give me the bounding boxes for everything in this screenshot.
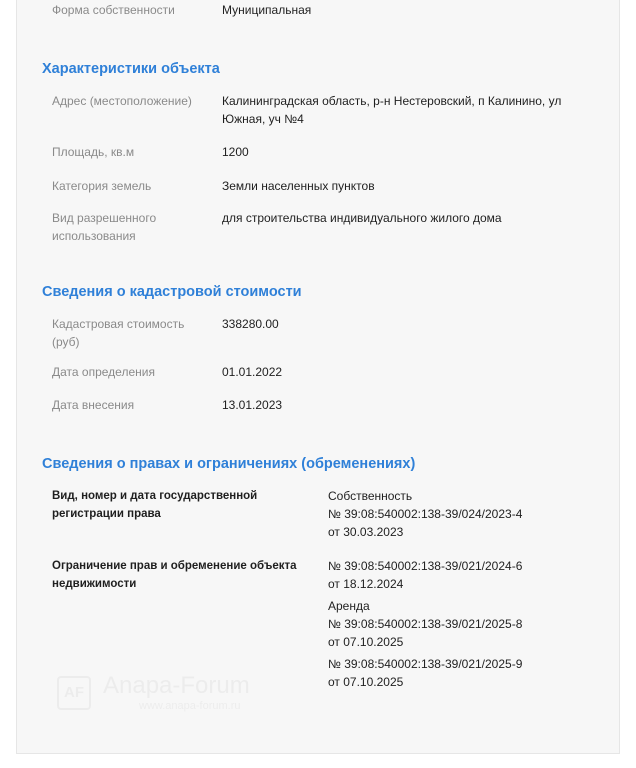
area-label: Площадь, кв.м [52,145,135,159]
land-category-label: Категория земель [52,179,152,193]
cadastral-title: Сведения о кадастровой стоимости [42,284,302,300]
entry-date-label: Дата внесения [52,398,135,412]
label-line: регистрации права [52,508,161,520]
entry-date-value: 13.01.2023 [222,398,283,412]
address-label: Адрес (местоположение) [52,94,192,108]
ownership-label: Форма собственности [52,3,175,17]
characteristics-title: Характеристики объекта [42,61,220,77]
determination-date-value: 01.01.2022 [222,365,283,379]
watermark-logo-icon: AF [57,676,91,710]
watermark-title: Anapa-Forum [103,672,250,699]
restriction-entry [328,597,588,651]
value-line: № 39:08:540002:138-39/021/2024-6 [328,559,523,573]
property-card [16,0,620,754]
watermark-url: www.anapa-forum.ru [139,700,241,712]
address-line: Калининградская область, р-н Нестеровский, п Калинино, ул [222,94,562,108]
watermark [57,672,297,716]
cadastral-value: 338280.00 [222,317,279,331]
value-line: Аренда [328,599,370,613]
value-line: № 39:08:540002:138-39/024/2023-4 [328,507,523,521]
value-line: от 30.03.2023 [328,525,404,539]
restrictions-label [52,557,307,593]
registration-label [52,487,307,523]
restriction-entry [328,557,588,593]
registration-value [328,487,588,541]
address-value [222,92,592,128]
address-line: Южная, уч №4 [222,112,304,126]
land-category-value: Земли населенных пунктов [222,179,375,193]
restriction-entry [328,655,588,691]
value-line: № 39:08:540002:138-39/021/2025-9 [328,657,523,671]
value-line: от 07.10.2025 [328,635,404,649]
label-line: Ограничение прав и обременение объекта [52,560,297,572]
label-line: Вид, номер и дата государственной [52,490,258,502]
value-line: Собственность [328,489,413,503]
cadastral-value-label [52,315,212,351]
label-line: (руб) [52,335,80,349]
value-line: № 39:08:540002:138-39/021/2025-8 [328,617,523,631]
label-line: Вид разрешенного [52,211,157,225]
ownership-value: Муниципальная [222,3,312,17]
determination-date-label: Дата определения [52,365,155,379]
value-line: от 18.12.2024 [328,577,404,591]
rights-title: Сведения о правах и ограничениях (обременениях) [42,456,416,472]
permitted-use-value: для строительства индивидуального жилого дома [222,211,502,225]
label-line: использования [52,229,136,243]
label-line: Кадастровая стоимость [52,317,185,331]
value-line: от 07.10.2025 [328,675,404,689]
label-line: недвижимости [52,578,137,590]
permitted-use-label [52,209,212,245]
area-value: 1200 [222,145,249,159]
